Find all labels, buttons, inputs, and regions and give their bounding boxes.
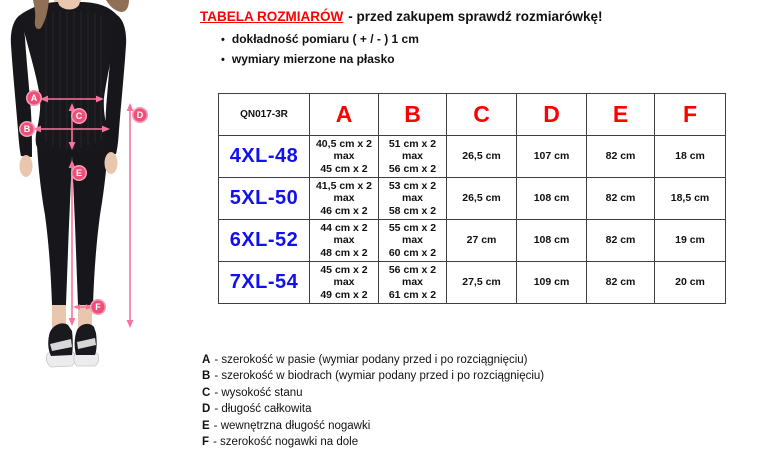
note-item	[221, 30, 419, 50]
measure-marker-a: A	[26, 90, 42, 106]
legend-text: - szerokość nogawki na dole	[213, 436, 359, 449]
measurement-cell: 108 cm	[517, 220, 587, 262]
measurement-cell: 26,5 cm	[447, 136, 517, 178]
legend-item	[202, 434, 544, 450]
measurement-cell: 18 cm	[655, 136, 726, 178]
bullet-icon: •	[221, 34, 225, 46]
column-header-c: C	[447, 94, 517, 136]
title-note: - przed zakupem sprawdź rozmiarówkę!	[348, 9, 603, 24]
measurement-notes	[221, 30, 419, 70]
measurement-cell: 40,5 cm x 2 max 45 cm x 2	[310, 136, 379, 178]
legend-letter: B	[202, 370, 211, 383]
legend-text: - wewnętrzna długość nogawki	[213, 419, 371, 432]
legend-text: - długość całkowita	[214, 403, 312, 416]
legend-text: - szerokość w pasie (wymiar podany przed i po rozciągnięciu)	[214, 354, 528, 366]
measurement-cell: 82 cm	[587, 178, 655, 220]
measurement-cell: 82 cm	[587, 136, 655, 178]
product-code-cell: QN017-3R	[219, 94, 310, 136]
size-cell: 5XL-50	[219, 178, 310, 220]
model-hand-right	[105, 152, 118, 174]
bullet-icon: •	[221, 54, 225, 66]
measurement-cell: 51 cm x 2 max 56 cm x 2	[379, 136, 447, 178]
measurement-cell: 108 cm	[517, 178, 587, 220]
measurement-cell: 26,5 cm	[447, 178, 517, 220]
table-row	[219, 136, 726, 178]
column-header-a: A	[310, 94, 379, 136]
measure-arrow-d	[127, 103, 134, 328]
table-header-row	[219, 94, 726, 136]
measurement-cell: 55 cm x 2 max 60 cm x 2	[379, 220, 447, 262]
column-header-d: D	[517, 94, 587, 136]
column-header-f: F	[655, 94, 726, 136]
legend	[202, 352, 544, 450]
note-text: wymiary mierzone na płasko	[231, 52, 395, 66]
measurement-cell: 41,5 cm x 2 max 46 cm x 2	[310, 178, 379, 220]
measure-marker-f: F	[90, 299, 106, 315]
legend-item	[202, 418, 544, 434]
legend-letter: E	[202, 419, 210, 432]
size-table	[218, 93, 726, 304]
note-text: dokładność pomiaru ( + / - ) 1 cm	[231, 32, 419, 46]
measurement-cell: 20 cm	[655, 262, 726, 304]
measurement-cell: 27 cm	[447, 220, 517, 262]
size-cell: 6XL-52	[219, 220, 310, 262]
legend-letter: D	[202, 403, 211, 416]
measurement-cell: 44 cm x 2 max 48 cm x 2	[310, 220, 379, 262]
measurement-cell: 27,5 cm	[447, 262, 517, 304]
column-header-e: E	[587, 94, 655, 136]
measurement-cell: 18,5 cm	[655, 178, 726, 220]
measurement-cell: 82 cm	[587, 262, 655, 304]
measurement-cell: 82 cm	[587, 220, 655, 262]
size-cell: 4XL-48	[219, 136, 310, 178]
column-header-b: B	[379, 94, 447, 136]
model-photo	[0, 0, 190, 460]
legend-item	[202, 401, 544, 417]
measure-marker-d: D	[132, 107, 148, 123]
measurement-cell: 45 cm x 2 max 49 cm x 2	[310, 262, 379, 304]
table-row	[219, 178, 726, 220]
measurement-cell: 56 cm x 2 max 61 cm x 2	[379, 262, 447, 304]
legend-text: - wysokość stanu	[214, 386, 303, 399]
model-silhouette	[0, 0, 190, 460]
legend-item	[202, 368, 544, 384]
right-shoe	[74, 324, 99, 366]
legend-item	[202, 352, 544, 368]
note-item	[221, 50, 419, 70]
measurement-cell: 109 cm	[517, 262, 587, 304]
measure-marker-b: B	[19, 121, 35, 137]
measurement-cell: 107 cm	[517, 136, 587, 178]
legend-item	[202, 385, 544, 401]
legend-text: - szerokość w biodrach (wymiar podany przed i po rozciągnięciu)	[214, 370, 545, 383]
measurement-cell: 19 cm	[655, 220, 726, 262]
table-row	[219, 220, 726, 262]
legend-letter: A	[202, 354, 211, 366]
measure-marker-c: C	[71, 108, 87, 124]
legend-letter: F	[202, 436, 210, 449]
left-shoe	[46, 323, 75, 367]
measurement-cell: 53 cm x 2 max 58 cm x 2	[379, 178, 447, 220]
model-hand-left	[20, 155, 33, 177]
table-row	[219, 262, 726, 304]
measure-marker-e: E	[71, 165, 87, 181]
title-highlight: TABELA ROZMIARÓW	[200, 9, 344, 24]
size-cell: 7XL-54	[219, 262, 310, 304]
page-title	[200, 9, 603, 24]
legend-letter: C	[202, 386, 211, 399]
